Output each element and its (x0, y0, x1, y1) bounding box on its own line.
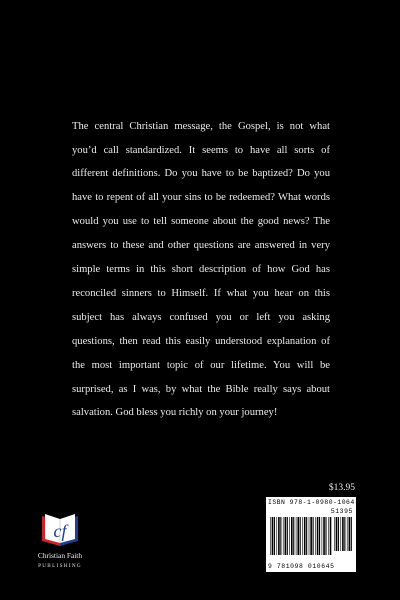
ean-digits: 9 781098 010645 (268, 563, 335, 570)
isbn-barcode (266, 497, 364, 572)
publisher-name: Christian Faith (37, 551, 83, 560)
price-label: $13.95 (328, 483, 355, 493)
publisher-logo-icon (40, 510, 80, 550)
logo-letters: cf (53, 521, 67, 541)
addon-barcode-bars (334, 517, 353, 551)
ean-barcode-bars (270, 517, 332, 555)
barcode-addon-digits: 51395 (330, 508, 353, 515)
back-cover-blurb: The central Christian message, the Gospel, is not what you’d call standardized. It seems to have all sorts of different definitions. Do you have to be baptized? Do you have to repent of all your sins to be redeemed? What words would you use to tell someone about the good news? The answers to these and other questions are answered in very simple terms in this short description of how God has reconciled sinners to Himself. If what you hear on this subject has always confused you or left you asking questions, then read this easily understood explanation of the most important topic of our lifetime. You will be surprised, as I was, by what the Bible really says about salvation. God bless you richly on your journey! (72, 120, 330, 419)
publisher-subtitle: PUBLISHING (38, 563, 82, 569)
isbn-text: ISBN 978-1-0980-1064-5 (268, 499, 364, 506)
